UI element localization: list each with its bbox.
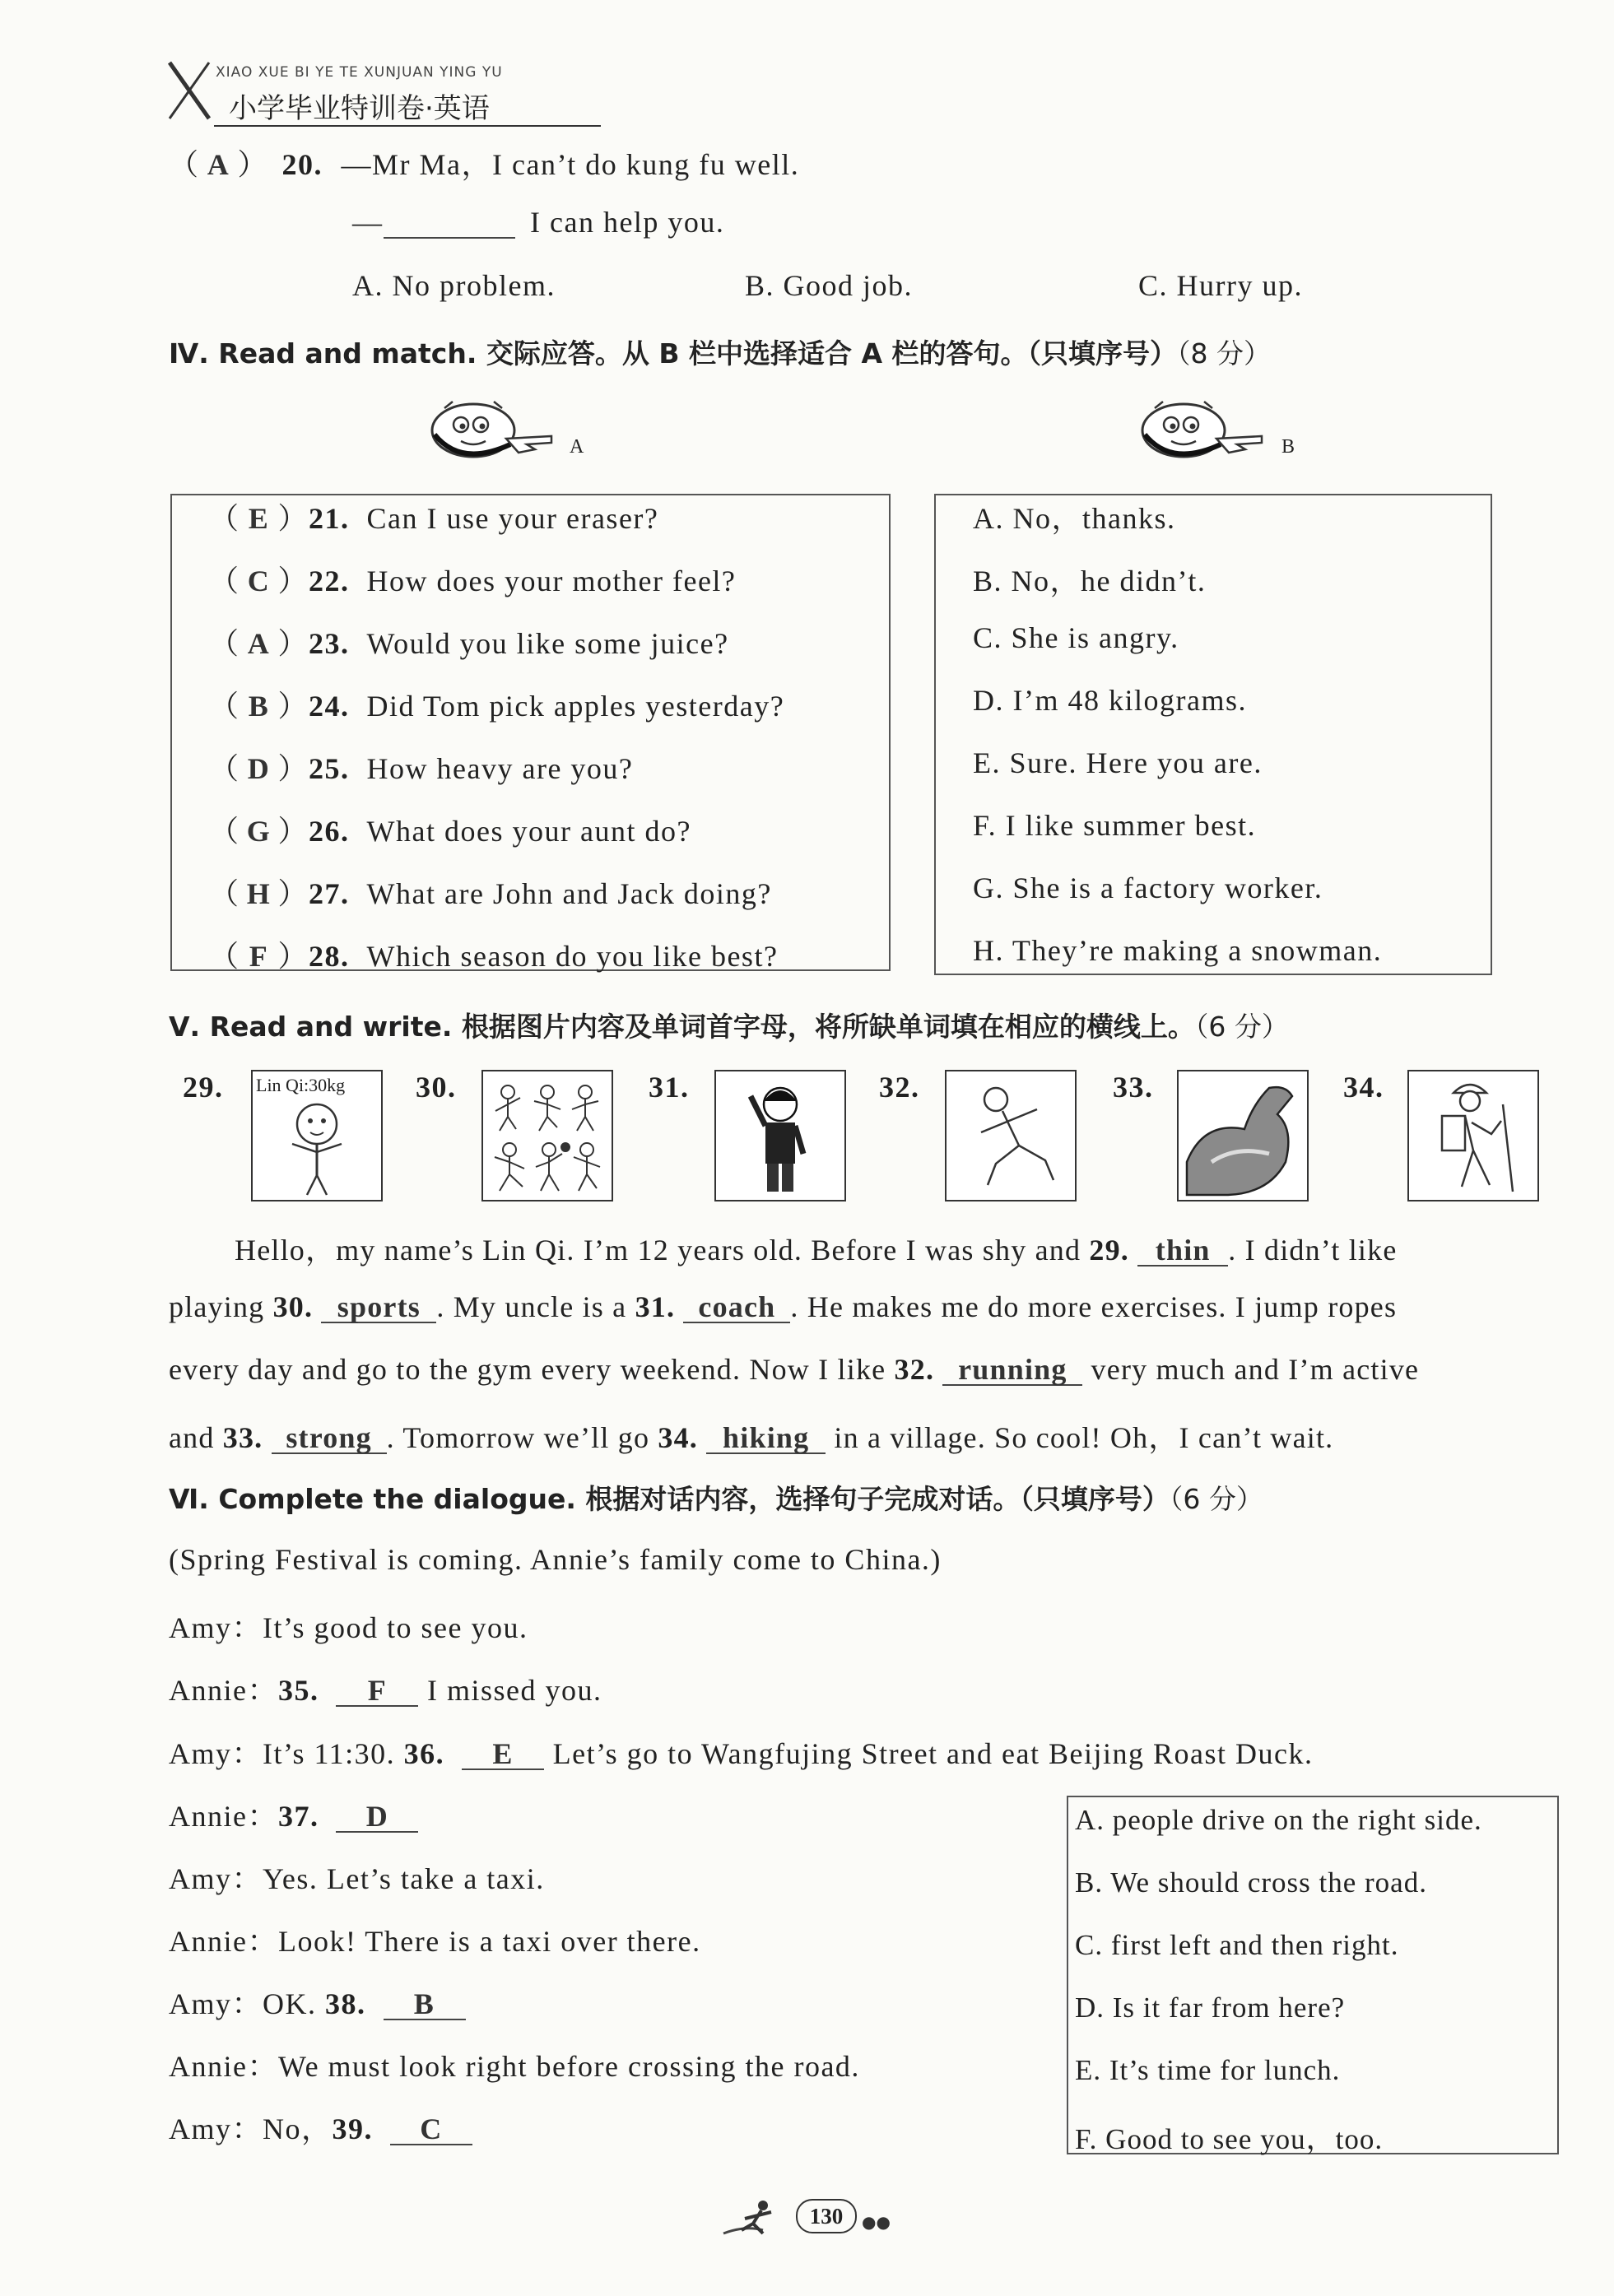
section-5-title-cn: 根据图片内容及单词首字母，将所缺单词填在相应的横线上。 [461, 1011, 1195, 1043]
hiker-icon [1409, 1071, 1537, 1200]
header-title: 小学毕业特训卷·英语 [229, 92, 490, 125]
match-option: F. I like summer best. [973, 809, 1257, 842]
answer-blank-35: F [336, 1676, 418, 1707]
picture-strong [1177, 1070, 1309, 1201]
section-4-title-cn: 交际应答。从 B 栏中选择适合 A 栏的答句。（只填序号） [486, 337, 1178, 369]
paragraph-line-2 [169, 1290, 1397, 1324]
section-6-title-cn: 根据对话内容，选择句子完成对话。（只填序号） [585, 1483, 1170, 1515]
match-answer: G [246, 815, 272, 848]
dialogue-text: Let’s go to Wangfujing Street and eat Beijing Roast Duck. [544, 1737, 1314, 1770]
blank-number: 38. [325, 1987, 366, 2020]
picture-label: Lin Qi:30kg [256, 1075, 346, 1095]
section-6-roman: Ⅵ. [169, 1483, 209, 1515]
q20-dash: — [352, 206, 384, 239]
match-row: （ G ）26. What does your aunt do? [209, 815, 691, 848]
answer-blank-37: D [336, 1801, 418, 1833]
match-row: （ D ）25. How heavy are you? [209, 752, 634, 785]
match-number: 21. [309, 502, 350, 535]
paragraph-line-4 [169, 1415, 1333, 1457]
match-question: Would you like some juice? [366, 627, 729, 660]
q20-option-a: A. No problem. [352, 269, 556, 302]
picture-number: 31. [649, 1071, 690, 1104]
match-question: How does your mother feel? [366, 565, 737, 597]
paragraph-text: very much and I’m active [1082, 1353, 1420, 1386]
match-answer: E [248, 502, 270, 535]
match-number: 25. [309, 752, 350, 785]
picture-sports [481, 1070, 613, 1201]
paragraph-line-3 [169, 1352, 1419, 1387]
dialogue-option: B. We should cross the road. [1075, 1866, 1427, 1899]
match-question: What does your aunt do? [366, 815, 691, 848]
match-number: 27. [309, 877, 350, 910]
dialogue-intro: (Spring Festival is coming. Annie’s family come to China.) [169, 1543, 942, 1576]
picture-number: 30. [416, 1071, 457, 1104]
section-5-heading [169, 1006, 1289, 1044]
column-b-box [934, 494, 1492, 975]
match-option: D. I’m 48 kilograms. [973, 684, 1247, 717]
q20-answer: A [207, 148, 230, 181]
coach-icon [716, 1071, 844, 1200]
match-number: 24. [309, 690, 350, 723]
section-5-points: （6 分） [1194, 1011, 1289, 1043]
match-question: How heavy are you? [366, 752, 634, 785]
answer-blank-32: running [942, 1355, 1082, 1386]
speaker: Amy：It’s 11:30. [169, 1737, 404, 1770]
sports-figures-icon [483, 1071, 612, 1200]
match-answer: D [247, 752, 271, 785]
picture-number: 32. [879, 1071, 920, 1104]
blank-number: 33. [222, 1421, 263, 1454]
header [165, 58, 609, 132]
paragraph-text: in a village. So cool! Oh，I can’t wait. [826, 1421, 1334, 1454]
dialogue-option: D. Is it far from here? [1075, 1992, 1346, 2024]
column-b-label: B [1281, 436, 1295, 458]
picture-thin-boy [251, 1070, 383, 1201]
match-row: （ E ）21. Can I use your eraser? [209, 502, 659, 535]
header-rule [214, 125, 601, 127]
match-number: 23. [309, 627, 350, 660]
dialogue-option: E. It’s time for lunch. [1075, 2054, 1341, 2086]
match-row: （ A ）23. Would you like some juice? [209, 627, 729, 660]
logo-x-icon [165, 58, 214, 123]
blank-number: 29. [1089, 1234, 1129, 1267]
section-6-title-en: Complete the dialogue. [218, 1483, 576, 1515]
section-4-points: （8 分） [1177, 337, 1272, 369]
match-question: Did Tom pick apples yesterday? [366, 690, 785, 723]
blank-number: 31. [635, 1290, 676, 1323]
q20-paren-left: （ [169, 148, 200, 181]
speaker: Amy：No， [169, 2112, 333, 2145]
dialogue-line [169, 1731, 1313, 1773]
dialogue-line: Annie：Look! There is a taxi over there. [169, 1925, 701, 1958]
section-4-heading [169, 332, 1271, 371]
dialogue-line: Amy：It’s good to see you. [169, 1611, 528, 1644]
dialogue-options-box [1067, 1796, 1559, 2154]
match-option: G. She is a factory worker. [973, 871, 1323, 904]
dialogue-line: Amy：Yes. Let’s take a taxi. [169, 1862, 545, 1895]
match-answer: A [247, 627, 271, 660]
q20 [169, 142, 799, 184]
blank-number: 32. [894, 1353, 935, 1386]
section-4-title-en: Read and match. [218, 337, 477, 369]
blank-number: 35. [277, 1674, 319, 1707]
match-answer: H [246, 877, 272, 910]
paragraph-text: . I didn’t like [1228, 1234, 1398, 1267]
dialogue-option: C. first left and then right. [1075, 1929, 1399, 1961]
column-a-label: A [570, 436, 584, 458]
answer-blank-29: thin [1137, 1235, 1228, 1267]
q20-line2 [352, 205, 724, 239]
section-6-points: （6 分） [1169, 1483, 1263, 1515]
blank-number: 34. [658, 1421, 698, 1454]
match-number: 22. [309, 565, 350, 597]
paragraph-text: playing [169, 1290, 273, 1323]
match-option: H. They’re making a snowman. [973, 934, 1383, 967]
match-number: 28. [309, 940, 350, 973]
match-option: C. She is angry. [973, 621, 1179, 654]
paragraph-text: . He makes me do more exercises. I jump ropes [790, 1290, 1398, 1323]
match-row: （ F ）28. Which season do you like best? [209, 940, 779, 973]
dialogue-line: Annie：We must look right before crossing the road. [169, 2050, 860, 2083]
q20-line2-rest: I can help you. [530, 206, 725, 239]
dialogue-line [169, 1981, 466, 2023]
answer-blank-34: hiking [706, 1423, 826, 1454]
blank-number: 30. [272, 1290, 314, 1323]
match-answer: F [249, 940, 269, 973]
running-icon [947, 1071, 1075, 1200]
speaker: Amy：OK. [169, 1987, 325, 2020]
answer-blank-38: B [384, 1989, 466, 2020]
column-a-box [170, 494, 891, 971]
match-row: （ H ）27. What are John and Jack doing? [209, 877, 772, 910]
speaker: Annie： [169, 1800, 278, 1833]
paragraph-text: every day and go to the gym every weekend. Now I like [169, 1353, 895, 1386]
dialogue-line [169, 2106, 472, 2148]
answer-blank-39: C [390, 2114, 472, 2145]
blank-number: 37. [277, 1800, 319, 1833]
dialogue-text: I missed you. [418, 1674, 602, 1707]
section-5-title-en: Read and write. [209, 1011, 453, 1043]
q20-blank [384, 207, 515, 239]
match-row: （ B ）24. Did Tom pick apples yesterday? [209, 690, 785, 723]
muscle-arm-icon [1179, 1071, 1307, 1200]
mascot-pointing-icon [428, 393, 576, 467]
footer [720, 2192, 901, 2242]
q20-line1: —Mr Ma，I can’t do kung fu well. [341, 148, 800, 181]
match-question: Can I use your eraser? [366, 502, 659, 535]
section-5-roman: Ⅴ. [169, 1011, 201, 1043]
q20-option-c: C. Hurry up. [1138, 269, 1303, 302]
q20-number: 20. [281, 148, 323, 181]
match-question: Which season do you like best? [366, 940, 779, 973]
picture-coach [714, 1070, 846, 1201]
answer-blank-33: strong [272, 1423, 387, 1454]
match-option: A. No，thanks. [973, 502, 1176, 535]
paragraph-text: Hello，my name’s Lin Qi. I’m 12 years old. Before I was shy and [235, 1234, 1090, 1267]
match-number: 26. [309, 815, 350, 848]
answer-blank-31: coach [683, 1292, 790, 1323]
section-6-heading [169, 1478, 1263, 1517]
picture-number: 34. [1343, 1071, 1384, 1104]
match-row: （ C ）22. How does your mother feel? [209, 565, 737, 597]
dialogue-option: A. people drive on the right side. [1075, 1804, 1482, 1836]
q20-option-b: B. Good job. [745, 269, 914, 302]
header-pinyin: XIAO XUE BI YE TE XUNJUAN YING YU [216, 64, 503, 81]
match-question: What are John and Jack doing? [366, 877, 772, 910]
dialogue-line [169, 1667, 602, 1709]
match-answer: C [247, 565, 271, 597]
picture-number: 29. [183, 1071, 224, 1104]
speaker: Annie： [169, 1674, 278, 1707]
mascot-pointing-icon [1138, 393, 1286, 467]
match-answer: B [248, 690, 270, 723]
picture-running [945, 1070, 1077, 1201]
page-number: 130 [796, 2199, 857, 2233]
dialogue-line [169, 1793, 418, 1835]
picture-number: 33. [1113, 1071, 1154, 1104]
match-option: B. No，he didn’t. [973, 565, 1207, 597]
q20-paren-right: ） [237, 148, 269, 181]
dialogue-option: F. Good to see you，too. [1075, 2123, 1384, 2155]
answer-blank-36: E [462, 1739, 544, 1770]
answer-blank-30: sports [321, 1292, 436, 1323]
match-option: E. Sure. Here you are. [973, 746, 1263, 779]
picture-hiking [1407, 1070, 1539, 1201]
paragraph-text: . My uncle is a [436, 1290, 635, 1323]
paragraph-text: . Tomorrow we’ll go [386, 1421, 658, 1454]
section-4-roman: Ⅳ. [169, 337, 209, 369]
paragraph-text: and [169, 1421, 223, 1454]
blank-number: 39. [332, 2112, 373, 2145]
runner-logo-icon [720, 2197, 786, 2238]
thin-boy-icon [253, 1096, 381, 1200]
paragraph-line-1 [235, 1227, 1398, 1269]
blank-number: 36. [403, 1737, 445, 1770]
footer-dots: ●● [862, 2212, 891, 2232]
